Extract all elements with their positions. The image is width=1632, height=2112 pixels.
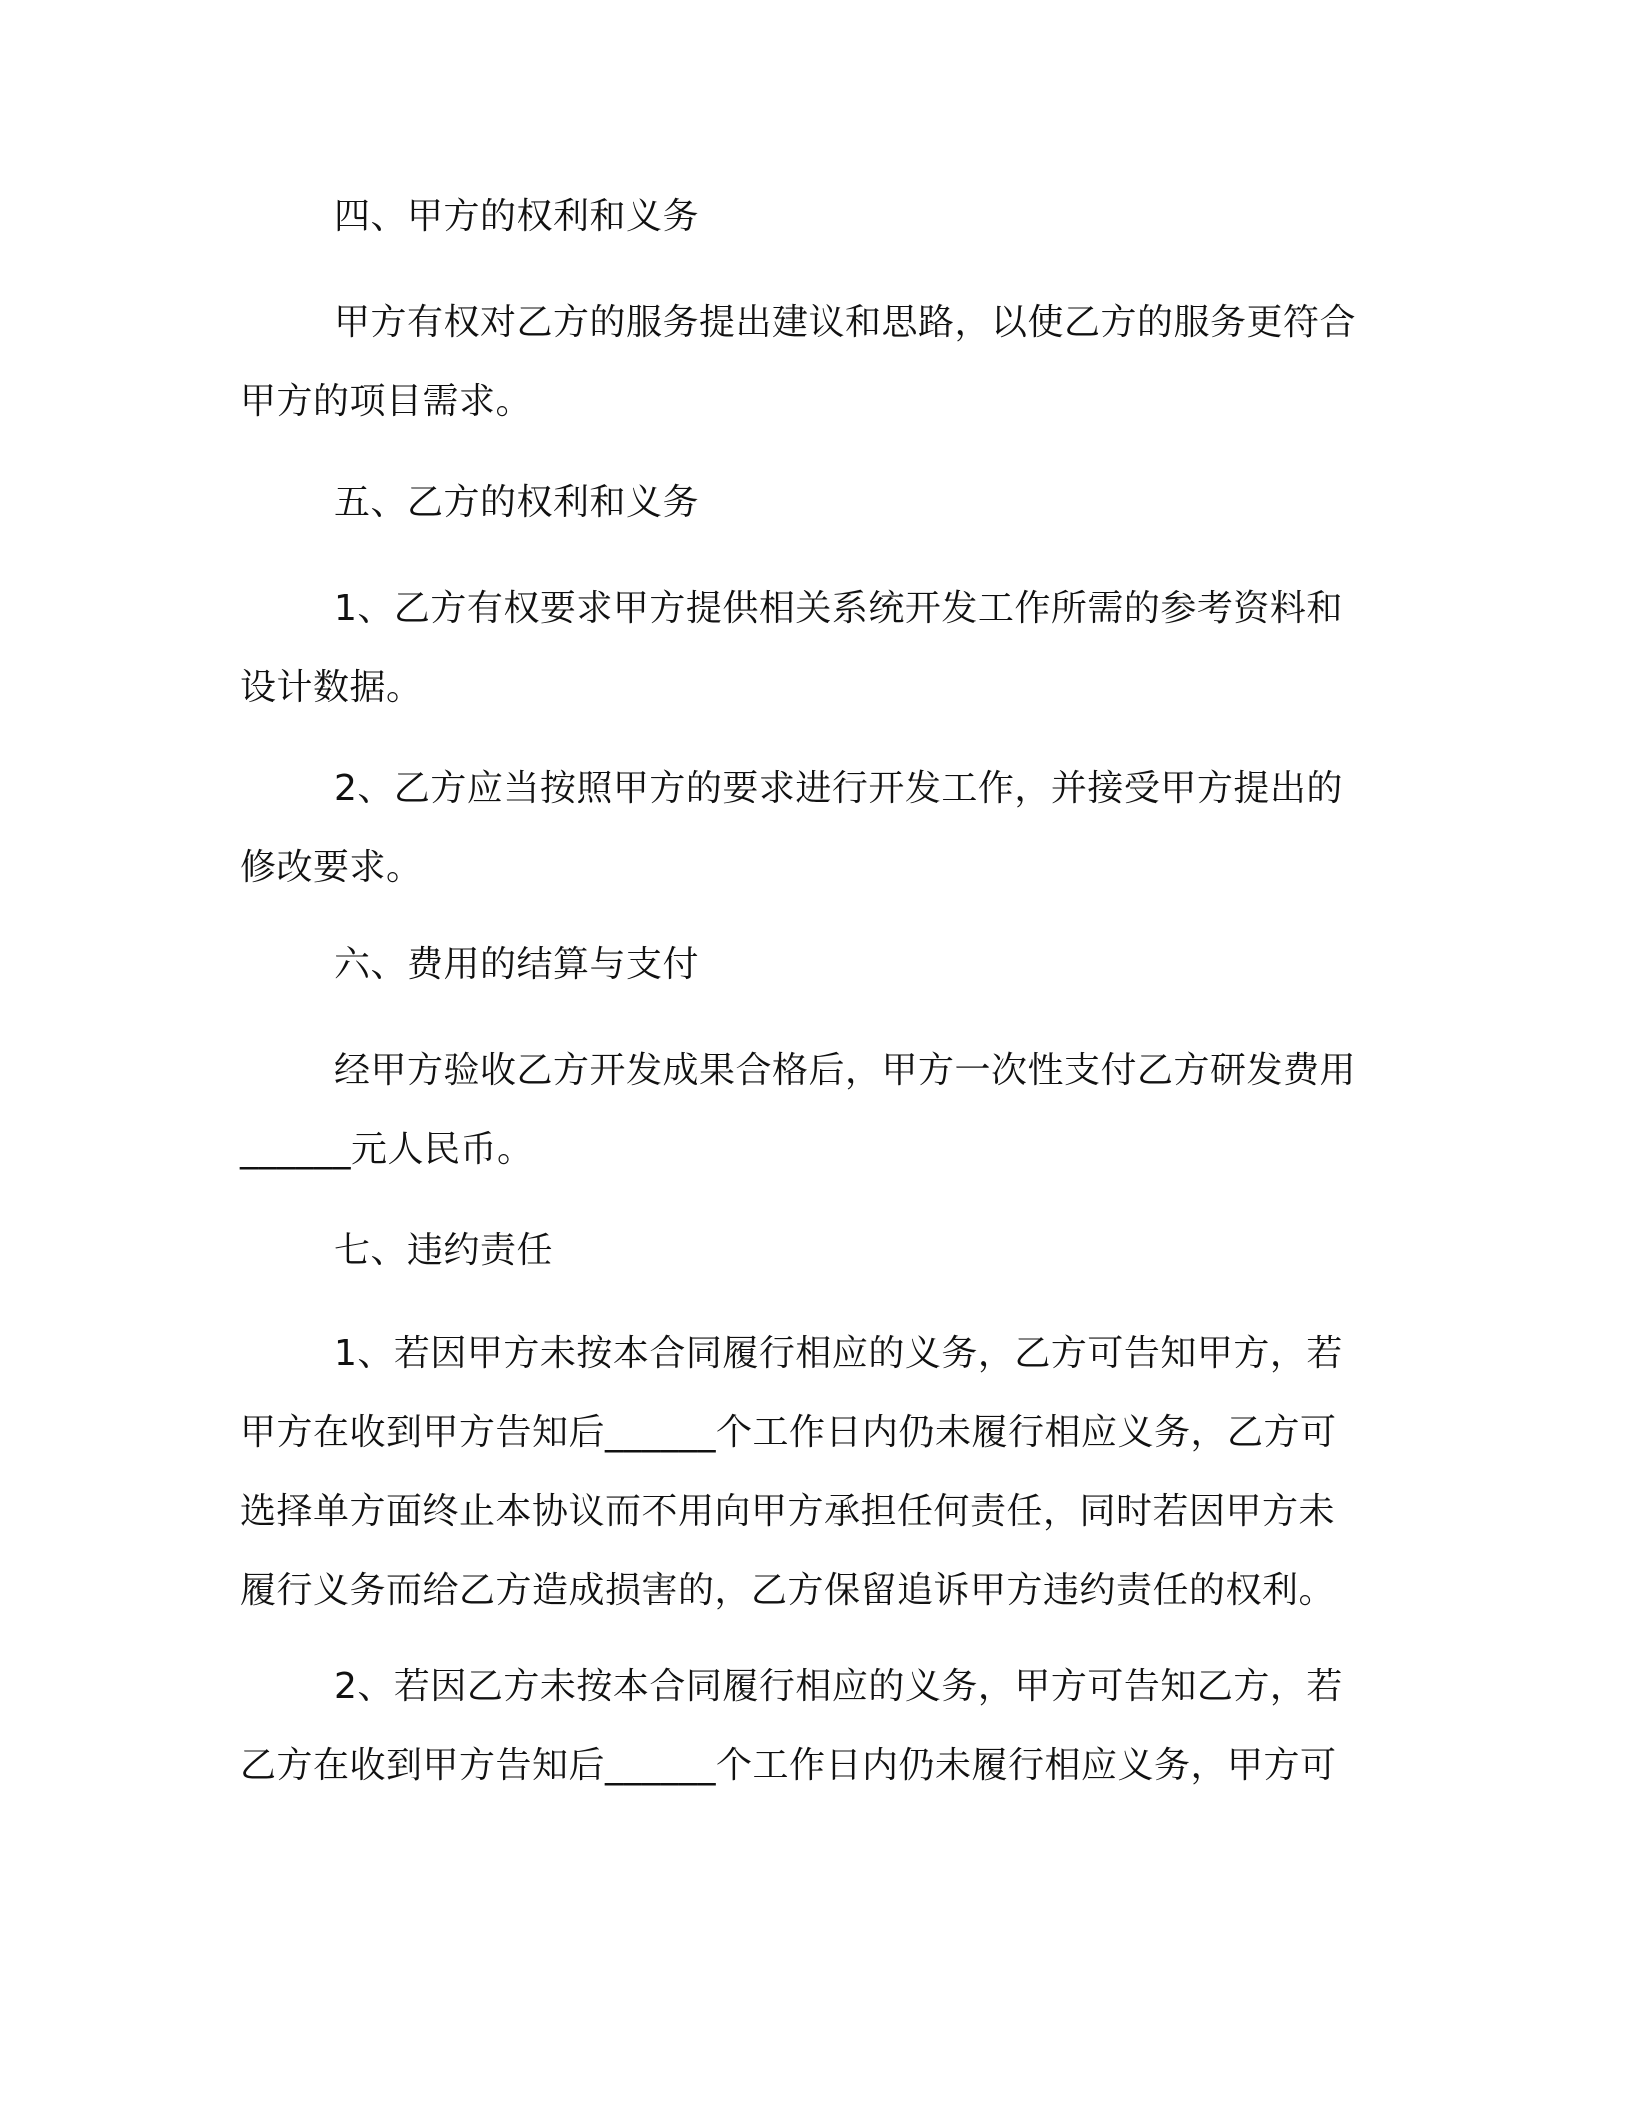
section-heading: 六、费用的结算与支付 — [334, 944, 700, 985]
paragraph-line: 2、乙方应当按照甲方的要求进行开发工作，并接受甲方提出的 — [334, 768, 1343, 809]
paragraph-line: 甲方在收到甲方告知后______个工作日内仍未履行相应义务，乙方可 — [240, 1412, 1337, 1453]
paragraph-line: 甲方的项目需求。 — [240, 381, 533, 422]
section-heading: 七、违约责任 — [334, 1230, 554, 1271]
section-5 — [240, 463, 1390, 542]
paragraph-line: 经甲方验收乙方开发成果合格后，甲方一次性支付乙方研发费用 — [334, 1050, 1357, 1091]
paragraph-line: 1、若因甲方未按本合同履行相应的义务，乙方可告知甲方，若 — [334, 1333, 1343, 1374]
paragraph-line: 乙方在收到甲方告知后______个工作日内仍未履行相应义务，甲方可 — [240, 1745, 1337, 1786]
paragraph-line: 设计数据。 — [240, 667, 423, 708]
paragraph-line: ______元人民币。 — [240, 1129, 534, 1170]
section-6-paragraph-1 — [240, 1031, 1390, 1189]
paragraph-line: 履行义务而给乙方造成损害的，乙方保留追诉甲方违约责任的权利。 — [240, 1570, 1336, 1611]
section-heading: 五、乙方的权利和义务 — [334, 482, 700, 523]
section-4-paragraph-1 — [240, 283, 1390, 441]
section-heading: 四、甲方的权利和义务 — [334, 196, 700, 237]
section-7 — [240, 1211, 1390, 1290]
paragraph-line: 修改要求。 — [240, 847, 423, 888]
section-4 — [240, 177, 1390, 256]
paragraph-line: 2、若因乙方未按本合同履行相应的义务，甲方可告知乙方，若 — [334, 1666, 1343, 1707]
section-6 — [240, 925, 1390, 1004]
section-7-paragraph-2 — [240, 1647, 1390, 1805]
paragraph-line: 选择单方面终止本协议而不用向甲方承担任何责任，同时若因甲方未 — [240, 1491, 1336, 1532]
section-5-paragraph-1 — [240, 569, 1390, 727]
section-5-paragraph-2 — [240, 749, 1390, 907]
paragraph-line: 1、乙方有权要求甲方提供相关系统开发工作所需的参考资料和 — [334, 588, 1343, 629]
paragraph-line: 甲方有权对乙方的服务提出建议和思路，以使乙方的服务更符合 — [334, 302, 1357, 343]
section-7-paragraph-1 — [240, 1314, 1390, 1630]
